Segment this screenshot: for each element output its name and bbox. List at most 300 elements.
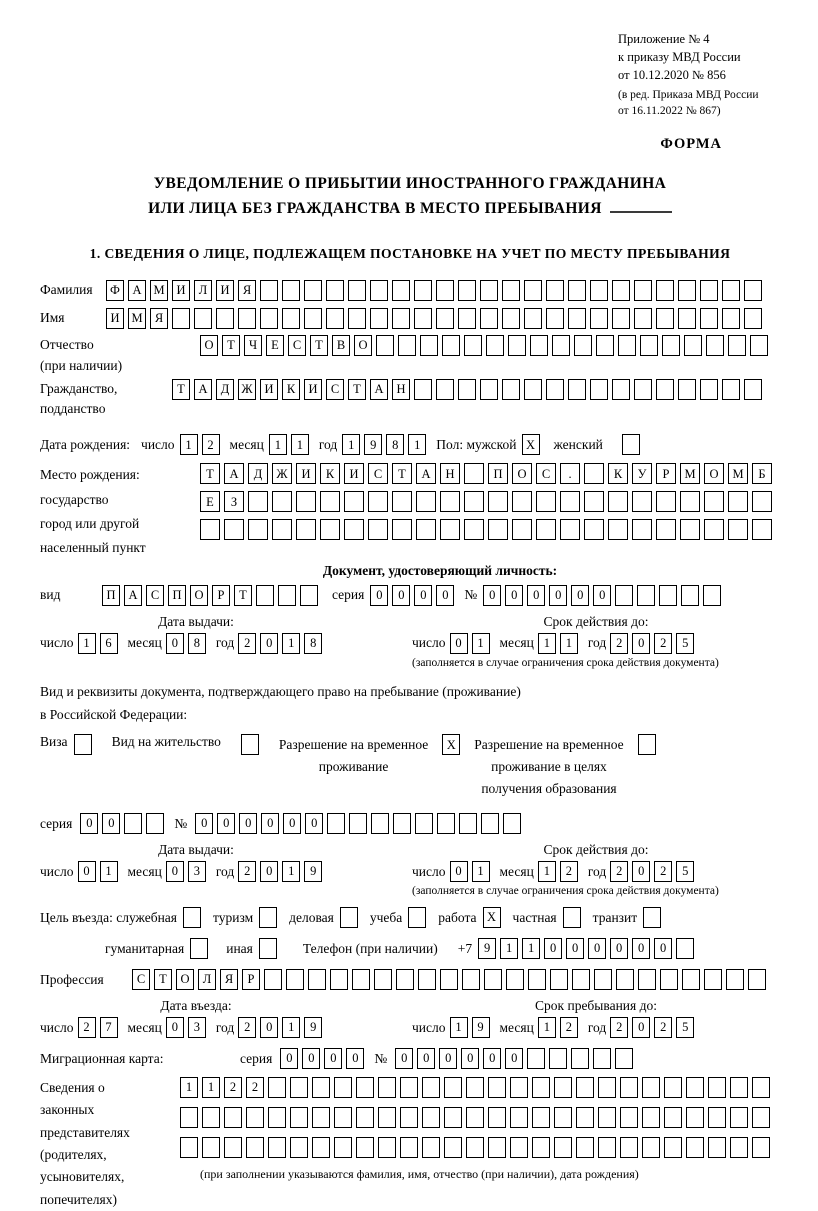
char-box[interactable]: С <box>288 335 306 356</box>
char-box[interactable]: Ж <box>272 463 292 484</box>
purpose-tourism-checkbox[interactable] <box>259 907 277 928</box>
char-box[interactable] <box>676 938 694 959</box>
char-box[interactable] <box>608 491 628 512</box>
char-box[interactable]: 0 <box>260 861 278 882</box>
char-box[interactable] <box>224 1137 242 1158</box>
char-box[interactable] <box>678 280 696 301</box>
char-box[interactable] <box>259 907 277 928</box>
char-box[interactable] <box>370 280 388 301</box>
stay-series-input[interactable] <box>80 813 164 834</box>
char-box[interactable]: С <box>146 585 164 606</box>
char-box[interactable] <box>730 1077 748 1098</box>
char-box[interactable] <box>568 280 586 301</box>
char-box[interactable] <box>459 813 477 834</box>
char-box[interactable]: 0 <box>436 585 454 606</box>
char-box[interactable] <box>352 969 370 990</box>
char-box[interactable] <box>256 585 274 606</box>
birth-year-input[interactable] <box>342 434 426 455</box>
char-box[interactable] <box>484 969 502 990</box>
char-box[interactable] <box>420 335 438 356</box>
char-box[interactable]: 1 <box>78 633 96 654</box>
char-box[interactable] <box>596 335 614 356</box>
char-box[interactable] <box>686 1107 704 1128</box>
char-box[interactable]: 0 <box>549 585 567 606</box>
char-box[interactable] <box>296 491 316 512</box>
char-box[interactable] <box>656 280 674 301</box>
char-box[interactable] <box>554 1107 572 1128</box>
char-box[interactable]: 5 <box>676 861 694 882</box>
char-box[interactable] <box>224 519 244 540</box>
char-box[interactable] <box>334 1137 352 1158</box>
char-box[interactable] <box>396 969 414 990</box>
visa-checkbox[interactable] <box>74 734 92 755</box>
stay-until-year-input[interactable] <box>610 1017 694 1038</box>
entry-day-input[interactable] <box>78 1017 118 1038</box>
char-box[interactable]: С <box>368 463 388 484</box>
char-box[interactable]: 0 <box>439 1048 457 1069</box>
char-box[interactable]: 2 <box>560 1017 578 1038</box>
char-box[interactable] <box>678 308 696 329</box>
char-box[interactable]: 1 <box>342 434 360 455</box>
char-box[interactable] <box>686 1137 704 1158</box>
char-box[interactable] <box>554 1077 572 1098</box>
char-box[interactable] <box>248 519 268 540</box>
char-box[interactable] <box>304 280 322 301</box>
char-box[interactable] <box>620 1107 638 1128</box>
surname-input[interactable] <box>106 280 762 301</box>
stay-number-input[interactable] <box>195 813 521 834</box>
char-box[interactable] <box>503 813 521 834</box>
char-box[interactable] <box>422 1137 440 1158</box>
char-box[interactable]: И <box>260 379 278 400</box>
char-box[interactable] <box>312 1137 330 1158</box>
char-box[interactable]: 0 <box>261 813 279 834</box>
char-box[interactable] <box>462 969 480 990</box>
char-box[interactable]: 0 <box>414 585 432 606</box>
char-box[interactable]: 2 <box>202 434 220 455</box>
char-box[interactable] <box>642 1137 660 1158</box>
char-box[interactable] <box>656 491 676 512</box>
char-box[interactable] <box>334 1077 352 1098</box>
char-box[interactable] <box>330 969 348 990</box>
doc-series-input[interactable] <box>370 585 454 606</box>
char-box[interactable]: 0 <box>302 1048 320 1069</box>
char-box[interactable] <box>576 1107 594 1128</box>
char-box[interactable]: 1 <box>560 633 578 654</box>
char-box[interactable]: 9 <box>478 938 496 959</box>
char-box[interactable] <box>532 1137 550 1158</box>
char-box[interactable] <box>752 1107 770 1128</box>
char-box[interactable]: 1 <box>291 434 309 455</box>
char-box[interactable]: 2 <box>224 1077 242 1098</box>
char-box[interactable]: 0 <box>654 938 672 959</box>
char-box[interactable]: 2 <box>654 1017 672 1038</box>
id-issue-year-input[interactable] <box>238 633 322 654</box>
char-box[interactable]: М <box>150 280 168 301</box>
stay-until-day-input[interactable] <box>450 1017 490 1038</box>
char-box[interactable]: О <box>200 335 218 356</box>
char-box[interactable] <box>356 1107 374 1128</box>
char-box[interactable] <box>444 1077 462 1098</box>
char-box[interactable] <box>643 907 661 928</box>
purpose-study-checkbox[interactable] <box>408 907 426 928</box>
char-box[interactable]: Д <box>248 463 268 484</box>
char-box[interactable] <box>349 813 367 834</box>
char-box[interactable]: 1 <box>472 861 490 882</box>
char-box[interactable] <box>560 491 580 512</box>
char-box[interactable] <box>532 1077 550 1098</box>
char-box[interactable]: У <box>632 463 652 484</box>
char-box[interactable] <box>524 379 542 400</box>
char-box[interactable]: 8 <box>304 633 322 654</box>
char-box[interactable] <box>290 1107 308 1128</box>
char-box[interactable] <box>414 308 432 329</box>
char-box[interactable]: 1 <box>180 434 198 455</box>
char-box[interactable]: 8 <box>188 633 206 654</box>
char-box[interactable]: В <box>332 335 350 356</box>
char-box[interactable]: 0 <box>505 1048 523 1069</box>
char-box[interactable] <box>466 1107 484 1128</box>
char-box[interactable] <box>326 280 344 301</box>
char-box[interactable] <box>510 1137 528 1158</box>
char-box[interactable] <box>216 308 234 329</box>
char-box[interactable]: Т <box>348 379 366 400</box>
char-box[interactable] <box>512 491 532 512</box>
char-box[interactable]: Т <box>154 969 172 990</box>
char-box[interactable] <box>320 519 340 540</box>
char-box[interactable] <box>612 308 630 329</box>
doc-type-input[interactable] <box>102 585 318 606</box>
char-box[interactable] <box>183 907 201 928</box>
char-box[interactable] <box>722 379 740 400</box>
char-box[interactable]: 0 <box>632 1017 650 1038</box>
stay-issue-day-input[interactable] <box>78 861 118 882</box>
char-box[interactable] <box>312 1107 330 1128</box>
char-box[interactable]: 1 <box>472 633 490 654</box>
char-box[interactable]: 0 <box>370 585 388 606</box>
char-box[interactable] <box>642 1077 660 1098</box>
char-box[interactable] <box>571 1048 589 1069</box>
char-box[interactable] <box>268 1077 286 1098</box>
char-box[interactable] <box>730 1137 748 1158</box>
char-box[interactable] <box>437 813 455 834</box>
char-box[interactable] <box>528 969 546 990</box>
char-box[interactable]: О <box>704 463 724 484</box>
stay-expiry-month-input[interactable] <box>538 861 578 882</box>
char-box[interactable]: О <box>354 335 372 356</box>
char-box[interactable] <box>632 519 652 540</box>
char-box[interactable] <box>508 335 526 356</box>
char-box[interactable]: 0 <box>283 813 301 834</box>
char-box[interactable] <box>728 519 748 540</box>
char-box[interactable]: 7 <box>100 1017 118 1038</box>
char-box[interactable]: 0 <box>450 861 468 882</box>
char-box[interactable] <box>368 491 388 512</box>
char-box[interactable]: П <box>488 463 508 484</box>
char-box[interactable]: 2 <box>654 633 672 654</box>
char-box[interactable]: О <box>512 463 532 484</box>
char-box[interactable] <box>584 463 604 484</box>
char-box[interactable]: 1 <box>538 1017 556 1038</box>
char-box[interactable] <box>640 335 658 356</box>
char-box[interactable] <box>590 308 608 329</box>
purpose-other-checkbox[interactable] <box>259 938 277 959</box>
char-box[interactable] <box>282 308 300 329</box>
purpose-humanitarian-checkbox[interactable] <box>190 938 208 959</box>
char-box[interactable] <box>415 813 433 834</box>
char-box[interactable] <box>124 813 142 834</box>
char-box[interactable] <box>400 1107 418 1128</box>
char-box[interactable]: 2 <box>238 633 256 654</box>
citizenship-input[interactable] <box>172 379 762 400</box>
char-box[interactable] <box>568 308 586 329</box>
char-box[interactable]: Е <box>200 491 220 512</box>
char-box[interactable]: И <box>344 463 364 484</box>
char-box[interactable]: 2 <box>560 861 578 882</box>
char-box[interactable]: А <box>224 463 244 484</box>
char-box[interactable]: Т <box>310 335 328 356</box>
char-box[interactable]: 0 <box>78 861 96 882</box>
char-box[interactable] <box>194 308 212 329</box>
patronymic-input[interactable] <box>200 335 768 356</box>
char-box[interactable]: 5 <box>676 1017 694 1038</box>
char-box[interactable] <box>398 335 416 356</box>
char-box[interactable]: И <box>296 463 316 484</box>
char-box[interactable]: 0 <box>450 633 468 654</box>
char-box[interactable] <box>272 519 292 540</box>
char-box[interactable]: 1 <box>202 1077 220 1098</box>
char-box[interactable]: Л <box>198 969 216 990</box>
char-box[interactable] <box>708 1107 726 1128</box>
char-box[interactable] <box>502 308 520 329</box>
char-box[interactable]: Н <box>440 463 460 484</box>
char-box[interactable]: 5 <box>676 633 694 654</box>
char-box[interactable] <box>378 1107 396 1128</box>
char-box[interactable]: 0 <box>217 813 235 834</box>
char-box[interactable]: И <box>106 308 124 329</box>
id-issue-day-input[interactable] <box>78 633 118 654</box>
char-box[interactable]: С <box>536 463 556 484</box>
char-box[interactable]: 1 <box>269 434 287 455</box>
char-box[interactable] <box>400 1137 418 1158</box>
char-box[interactable]: 0 <box>593 585 611 606</box>
char-box[interactable]: 2 <box>610 633 628 654</box>
char-box[interactable] <box>488 519 508 540</box>
char-box[interactable]: Л <box>194 280 212 301</box>
char-box[interactable] <box>584 491 604 512</box>
char-box[interactable] <box>378 1077 396 1098</box>
char-box[interactable]: 0 <box>166 1017 184 1038</box>
char-box[interactable] <box>340 907 358 928</box>
char-box[interactable]: Д <box>216 379 234 400</box>
char-box[interactable] <box>722 308 740 329</box>
char-box[interactable]: 0 <box>102 813 120 834</box>
char-box[interactable]: 0 <box>483 585 501 606</box>
char-box[interactable]: Р <box>242 969 260 990</box>
char-box[interactable] <box>368 519 388 540</box>
char-box[interactable] <box>659 585 677 606</box>
char-box[interactable] <box>458 379 476 400</box>
char-box[interactable] <box>444 1107 462 1128</box>
char-box[interactable]: С <box>326 379 344 400</box>
char-box[interactable]: 1 <box>100 861 118 882</box>
stay-issue-year-input[interactable] <box>238 861 322 882</box>
char-box[interactable] <box>224 1107 242 1128</box>
char-box[interactable] <box>678 379 696 400</box>
representatives-row1-input[interactable] <box>180 1077 770 1098</box>
char-box[interactable] <box>326 308 344 329</box>
char-box[interactable] <box>458 308 476 329</box>
char-box[interactable] <box>598 1137 616 1158</box>
char-box[interactable] <box>638 734 656 755</box>
char-box[interactable] <box>684 335 702 356</box>
char-box[interactable]: Т <box>172 379 190 400</box>
char-box[interactable] <box>488 491 508 512</box>
char-box[interactable]: Т <box>234 585 252 606</box>
char-box[interactable] <box>481 813 499 834</box>
id-expiry-day-input[interactable] <box>450 633 490 654</box>
char-box[interactable] <box>312 1077 330 1098</box>
char-box[interactable] <box>506 969 524 990</box>
char-box[interactable]: X <box>483 907 501 928</box>
char-box[interactable]: 2 <box>610 861 628 882</box>
char-box[interactable]: 2 <box>610 1017 628 1038</box>
char-box[interactable] <box>703 585 721 606</box>
sex-male-checkbox[interactable] <box>522 434 540 455</box>
char-box[interactable]: М <box>128 308 146 329</box>
char-box[interactable] <box>282 280 300 301</box>
char-box[interactable] <box>260 308 278 329</box>
char-box[interactable]: 0 <box>195 813 213 834</box>
char-box[interactable] <box>327 813 345 834</box>
char-box[interactable]: 0 <box>305 813 323 834</box>
char-box[interactable] <box>536 519 556 540</box>
char-box[interactable]: К <box>282 379 300 400</box>
char-box[interactable] <box>662 335 680 356</box>
char-box[interactable] <box>752 491 772 512</box>
char-box[interactable] <box>246 1137 264 1158</box>
char-box[interactable] <box>616 969 634 990</box>
char-box[interactable] <box>615 1048 633 1069</box>
purpose-private-checkbox[interactable] <box>563 907 581 928</box>
char-box[interactable]: И <box>172 280 190 301</box>
char-box[interactable] <box>598 1077 616 1098</box>
char-box[interactable] <box>290 1137 308 1158</box>
purpose-transit-checkbox[interactable] <box>643 907 661 928</box>
char-box[interactable] <box>752 1077 770 1098</box>
char-box[interactable] <box>348 308 366 329</box>
char-box[interactable]: 8 <box>386 434 404 455</box>
char-box[interactable] <box>664 1077 682 1098</box>
char-box[interactable]: 1 <box>408 434 426 455</box>
char-box[interactable] <box>180 1137 198 1158</box>
char-box[interactable] <box>510 1077 528 1098</box>
char-box[interactable]: 0 <box>632 633 650 654</box>
char-box[interactable] <box>752 519 772 540</box>
char-box[interactable] <box>268 1137 286 1158</box>
char-box[interactable] <box>486 335 504 356</box>
char-box[interactable] <box>656 308 674 329</box>
char-box[interactable] <box>549 1048 567 1069</box>
char-box[interactable]: С <box>132 969 150 990</box>
char-box[interactable] <box>371 813 389 834</box>
char-box[interactable] <box>393 813 411 834</box>
char-box[interactable] <box>700 280 718 301</box>
char-box[interactable] <box>466 1077 484 1098</box>
char-box[interactable]: 2 <box>654 861 672 882</box>
char-box[interactable]: 0 <box>280 1048 298 1069</box>
char-box[interactable]: 0 <box>527 585 545 606</box>
char-box[interactable] <box>416 491 436 512</box>
char-box[interactable] <box>202 1107 220 1128</box>
char-box[interactable] <box>730 1107 748 1128</box>
entry-month-input[interactable] <box>166 1017 206 1038</box>
birth-month-input[interactable] <box>269 434 309 455</box>
char-box[interactable] <box>392 280 410 301</box>
char-box[interactable]: П <box>102 585 120 606</box>
char-box[interactable] <box>442 335 460 356</box>
char-box[interactable] <box>320 491 340 512</box>
purpose-business-checkbox[interactable] <box>340 907 358 928</box>
char-box[interactable] <box>680 491 700 512</box>
char-box[interactable] <box>660 969 678 990</box>
stay-expiry-year-input[interactable] <box>610 861 694 882</box>
char-box[interactable] <box>536 491 556 512</box>
id-expiry-year-input[interactable] <box>610 633 694 654</box>
char-box[interactable] <box>704 519 724 540</box>
char-box[interactable] <box>304 308 322 329</box>
char-box[interactable] <box>550 969 568 990</box>
char-box[interactable] <box>488 1107 506 1128</box>
char-box[interactable]: 2 <box>246 1077 264 1098</box>
char-box[interactable] <box>378 1137 396 1158</box>
char-box[interactable] <box>436 308 454 329</box>
purpose-work-checkbox[interactable] <box>483 907 501 928</box>
char-box[interactable] <box>300 585 318 606</box>
char-box[interactable] <box>392 308 410 329</box>
char-box[interactable] <box>632 491 652 512</box>
char-box[interactable] <box>530 335 548 356</box>
char-box[interactable]: Т <box>222 335 240 356</box>
char-box[interactable] <box>686 1077 704 1098</box>
char-box[interactable] <box>416 519 436 540</box>
char-box[interactable] <box>308 969 326 990</box>
char-box[interactable] <box>728 335 746 356</box>
char-box[interactable] <box>190 938 208 959</box>
char-box[interactable] <box>682 969 700 990</box>
char-box[interactable] <box>608 519 628 540</box>
char-box[interactable] <box>638 969 656 990</box>
char-box[interactable]: 1 <box>282 1017 300 1038</box>
char-box[interactable] <box>334 1107 352 1128</box>
char-box[interactable]: 0 <box>80 813 98 834</box>
doc-number-input[interactable] <box>483 585 721 606</box>
char-box[interactable] <box>422 1107 440 1128</box>
char-box[interactable] <box>615 585 633 606</box>
char-box[interactable]: 0 <box>632 861 650 882</box>
char-box[interactable] <box>286 969 304 990</box>
char-box[interactable] <box>612 280 630 301</box>
char-box[interactable] <box>642 1107 660 1128</box>
char-box[interactable] <box>440 491 460 512</box>
char-box[interactable] <box>414 280 432 301</box>
char-box[interactable]: 3 <box>188 861 206 882</box>
char-box[interactable]: О <box>176 969 194 990</box>
char-box[interactable]: 0 <box>346 1048 364 1069</box>
char-box[interactable]: И <box>216 280 234 301</box>
char-box[interactable]: 0 <box>571 585 589 606</box>
char-box[interactable] <box>634 308 652 329</box>
